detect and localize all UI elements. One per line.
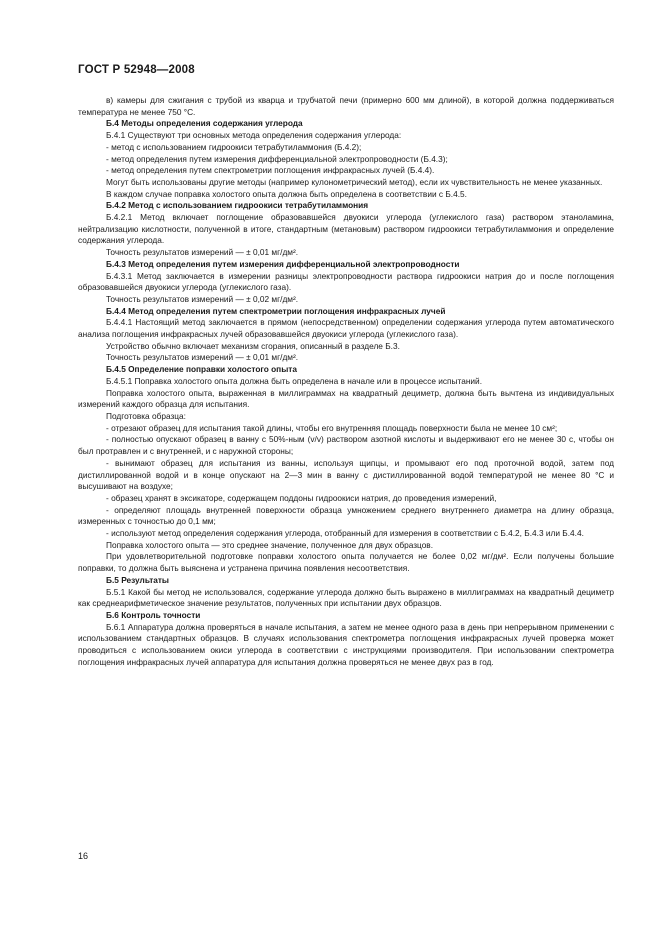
section-heading: Б.4.5 Определение поправки холостого опыта [106, 364, 297, 375]
paragraph: В каждом случае поправка холостого опыта должна быть определена в соответствии с Б.4.5. [106, 188, 467, 199]
section-heading: Б.5 Результаты [106, 574, 170, 585]
paragraph: При удовлетворительной подготовке поправки холостого опыта получается не более 0,02 мг/дм². Если получены большие поправки, то должна быть выяснена и устранена причина появления несоответствия. [78, 551, 614, 574]
paragraph: Б.4.2.1 Метод включает поглощение образовавшейся двуокиси углерода (углекислого газа) раствором этаноламина, нейтрализацию кислотности, полученной в итоге, стандартным (метановым) раствором гидроокиси тетрабутиламмония и определение содержания углерода. [78, 212, 614, 246]
page-number: 16 [78, 851, 89, 861]
paragraph: Б.4.1 Существуют три основных метода определения содержания углерода: [106, 130, 402, 141]
paragraph: Точность результатов измерений — ± 0,02 мг/дм². [106, 293, 299, 304]
paragraph: Устройство обычно включает механизм сгорания, описанный в разделе Б.3. [106, 340, 400, 351]
section-heading: Б.4 Методы определения содержания углерода [106, 118, 303, 129]
section-heading: Б.4.2 Метод с использованием гидроокиси тетрабутиламмония [106, 200, 369, 211]
paragraph: - используют метод определения содержания углерода, отобранный для измерения в соответствии с Б.4.2, Б.4.3 или Б.4.4. [106, 528, 584, 539]
section-heading: Б.4.3 Метод определения путем измерения дифференциальной электропроводности [106, 258, 460, 269]
paragraph: Б.5.1 Какой бы метод не использовался, содержание углерода должно быть выражено в миллиграммах на квадратный дециметр как среднеарифметическое значение результатов, полученных при испытании двух образцов. [78, 586, 614, 609]
paragraph: Точность результатов измерений — ± 0,01 мг/дм². [106, 352, 299, 363]
paragraph: - метод определения путем измерения дифференциальной электропроводности (Б.4.3); [106, 153, 448, 164]
paragraph: Поправка холостого опыта, выраженная в миллиграммах на квадратный дециметр, должна быть вычтена из индивидуальных измерений каждого образца для испытания. [78, 387, 614, 410]
paragraph: Точность результатов измерений — ± 0,01 мг/дм². [106, 247, 299, 258]
paragraph: Б.4.4.1 Настоящий метод заключается в прямом (непосредственном) определении содержания углерода путем автоматического анализа поглощения инфракрасных лучей образовавшейся двуокиси углерода (углекислого газа). [78, 317, 614, 340]
section-heading: Б.4.4 Метод определения путем спектрометрии поглощения инфракрасных лучей [106, 305, 446, 316]
paragraph: - образец хранят в эксикаторе, содержащем поддоны гидроокиси натрия, до проведения измерений, [106, 492, 497, 503]
paragraph: - метод с использованием гидроокиси тетрабутиламмония (Б.4.2); [106, 141, 362, 152]
paragraph: - полностью опускают образец в ванну с 50%-ным (v/v) раствором азотной кислоты и выдерживают его не менее 30 с, чтобы он был протравлен и с внутренней, и с наружной стороны; [78, 434, 614, 457]
paragraph: - метод определения путем спектрометрии поглощения инфракрасных лучей (Б.4.4). [106, 165, 435, 176]
document-header: ГОСТ Р 52948—2008 [78, 64, 195, 76]
section-heading: Б.6 Контроль точности [106, 609, 201, 620]
paragraph: - вынимают образец для испытания из ванны, используя щипцы, и промывают его под проточной водой, затем под дистиллированной водой и в конце опускают на 2—3 мин в ванну с дистиллированной водой температурой не менее 80 °С и высушивают на воздухе; [78, 457, 614, 492]
paragraph: Подготовка образца: [106, 410, 186, 421]
paragraph: в) камеры для сжигания с трубой из кварца и трубчатой печи (примерно 600 мм длиной), в которой должна поддерживаться температура не менее 750 °С. [78, 95, 614, 117]
paragraph: - определяют площадь внутренней поверхности образца умножением среднего внутреннего диаметра на длину образца, измеренных с точностью до 0,1 мм; [78, 504, 614, 527]
paragraph: Б.6.1 Аппаратура должна проверяться в начале испытания, а затем не менее одного раза в день при непрерывном применении с использованием стандартных образцов. В случаях использования спектрометра поглощения инфракрасных лучей проверка может проводиться с использованием окиси углерода в соответствии с инструкциями производителя. При использовании спектрометра поглощения инфракрасных лучей аппаратура для испытания должна проверяться не менее двух раз в год. [78, 621, 614, 667]
document-body [78, 95, 614, 668]
paragraph: Б.4.3.1 Метод заключается в измерении разницы электропроводности раствора гидроокиси натрия до и после поглощения образовавшейся двуокиси углерода (углекислого газа). [78, 270, 614, 293]
paragraph: Б.4.5.1 Поправка холостого опыта должна быть определена в начале или в процессе испытаний. [106, 375, 482, 386]
paragraph: Могут быть использованы другие методы (например кулонометрический метод), если их чувствительность не менее указанных. [106, 176, 603, 187]
paragraph: - отрезают образец для испытания такой длины, чтобы его внутренняя площадь поверхности была не менее 10 см²; [106, 422, 558, 433]
paragraph: Поправка холостого опыта — это среднее значение, полученное для двух образцов. [106, 539, 434, 550]
